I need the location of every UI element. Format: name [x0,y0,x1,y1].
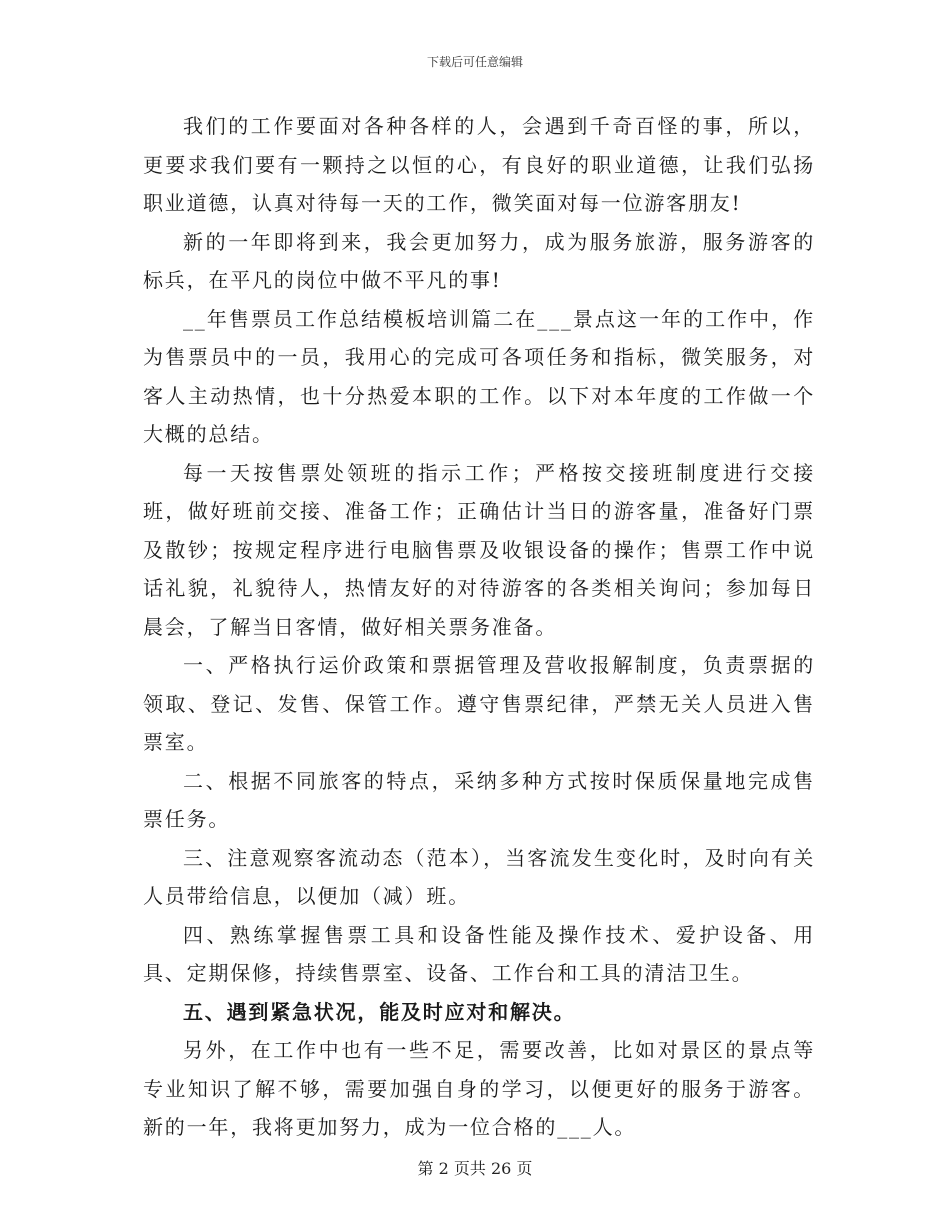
paragraph-bold-heading: 五、遇到紧急状况，能及时应对和解决。 [183,999,576,1024]
paragraph: 二、根据不同旅客的特点，采纳多种方式按时保质保量地完成售票任务。 [143,768,815,831]
page-number-footer: 第 2 页共 26 页 [417,1159,533,1178]
paragraph: 三、注意观察客流动态（范本），当客流发生变化时，及时向有关人员带给信息，以便加（减）班。 [143,845,815,908]
document-body [143,107,815,1147]
paragraph: 一、严格执行运价政策和票据管理及营收报解制度，负责票据的领取、登记、发售、保管工作。遵守售票纪律，严禁无关人员进入售票室。 [143,653,815,754]
paragraph: 每一天按售票处领班的指示工作；严格按交接班制度进行交接班，做好班前交接、准备工作；正确估计当日的游客量，准备好门票及散钞；按规定程序进行电脑售票及收银设备的操作；售票工作中说话礼貌，礼貌待人，热情友好的对待游客的各类相关询问；参加每日晨会，了解当日客情，做好相关票务准备。 [143,460,815,639]
paragraph: __年售票员工作总结模板培训篇二在___景点这一年的工作中，作为售票员中的一员，我用心的完成可各项任务和指标，微笑服务，对客人主动热情，也十分热爱本职的工作。以下对本年度的工作做一个大概的总结。 [143,306,815,446]
paragraph: 新的一年即将到来，我会更加努力，成为服务旅游，服务游客的标兵，在平凡的岗位中做不平凡的事! [143,229,815,292]
page-header-note: 下载后可任意编辑 [426,55,523,69]
paragraph: 我们的工作要面对各种各样的人，会遇到千奇百怪的事，所以，更要求我们要有一颗持之以恒的心，有良好的职业道德，让我们弘扬职业道德，认真对待每一天的工作，微笑面对每一位游客朋友! [143,114,815,215]
paragraph: 另外，在工作中也有一些不足，需要改善，比如对景区的景点等专业知识了解不够，需要加强自身的学习，以便更好的服务于游客。新的一年，我将更加努力，成为一位合格的___人。 [143,1038,815,1139]
paragraph: 四、熟练掌握售票工具和设备性能及操作技术、爱护设备、用具、定期保修，持续售票室、设备、工作台和工具的清洁卫生。 [143,922,815,985]
